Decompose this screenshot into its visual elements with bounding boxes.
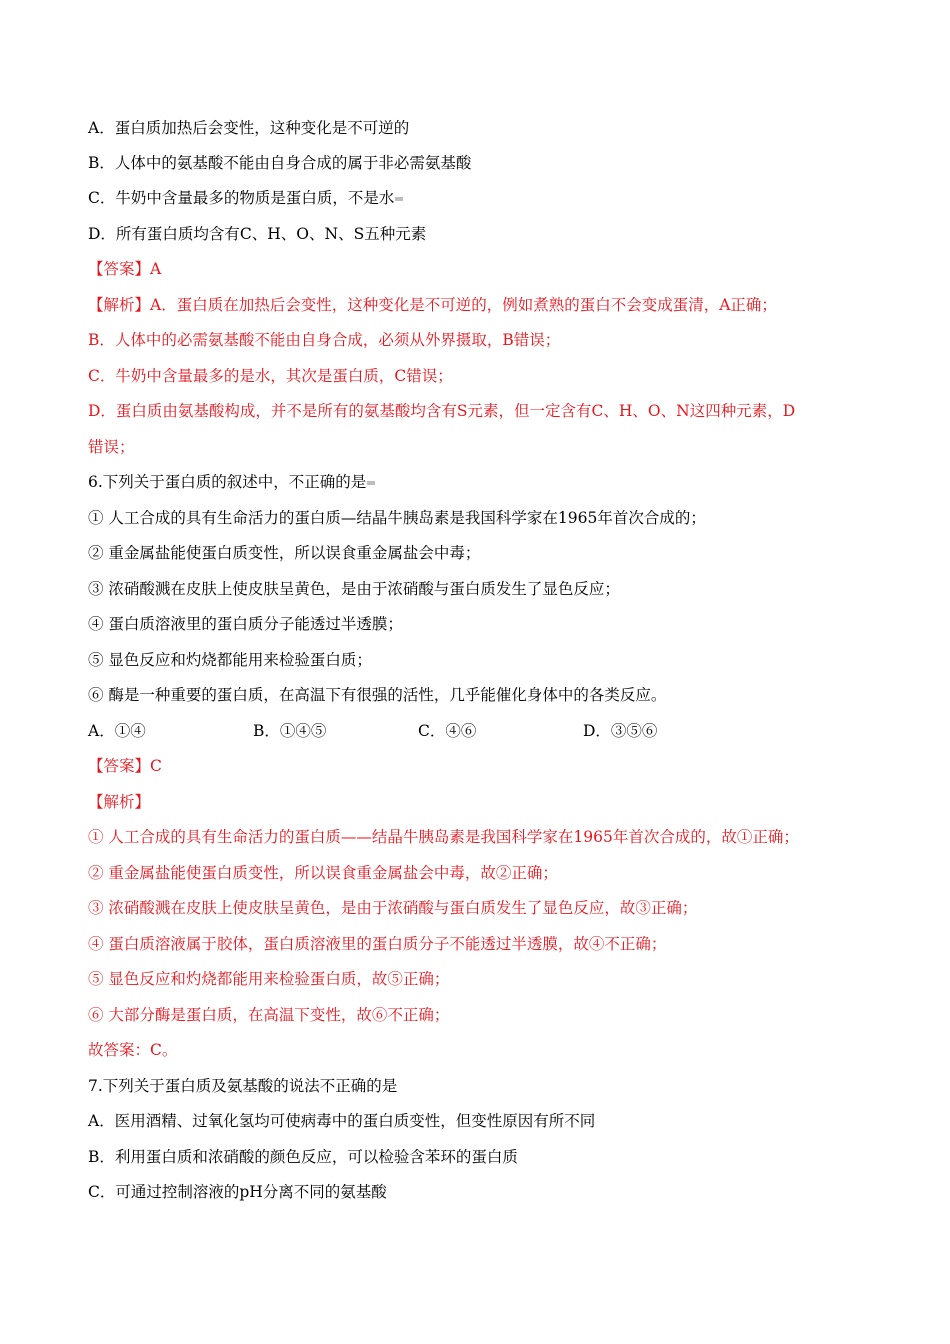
q6-statement: ③ 浓硝酸溅在皮肤上使皮肤呈黄色，是由于浓硝酸与蛋白质发生了显色反应； [88,580,620,598]
q5-analysis-line: D．蛋白质由氨基酸构成，并不是所有的氨基酸均含有S元素，但一定含有C、H、O、N这四种元素，D [88,402,796,420]
q6-statement: ① 人工合成的具有生命活力的蛋白质—结晶牛胰岛素是我国科学家在1965年首次合成的； [88,509,706,527]
q6-choice-b: B．①④⑤ [253,722,327,740]
q5-option-c: C．牛奶中含量最多的物质是蛋白质，不是水 [88,189,395,207]
q6-analysis-line: ② 重金属盐能使蛋白质变性，所以误食重金属盐会中毒，故②正确； [88,864,558,882]
q5-option-a: A．蛋白质加热后会变性，这种变化是不可逆的 [88,119,410,137]
q6-stem: 6.下列关于蛋白质的叙述中，不正确的是 [88,473,367,491]
q6-choice-a: A．①④ [88,722,146,740]
q5-analysis-line: C．牛奶中含量最多的是水，其次是蛋白质，C错误； [88,367,453,385]
q5-analysis-line: 【解析】A．蛋白质在加热后会变性，这种变化是不可逆的，例如煮熟的蛋白不会变成蛋清，A正确； [88,296,777,314]
watermark-mark [367,481,375,485]
q7-option-c: C．可通过控制溶液的pH分离不同的氨基酸 [88,1183,387,1201]
q6-statement: ② 重金属盐能使蛋白质变性，所以误食重金属盐会中毒； [88,544,481,562]
q5-analysis-line: 错误； [88,438,135,456]
q6-analysis-line: ③ 浓硝酸溅在皮肤上使皮肤呈黄色，是由于浓硝酸与蛋白质发生了显色反应，故③正确； [88,899,698,917]
q6-choice-d: D．③⑤⑥ [583,722,658,740]
q7-option-b: B．利用蛋白质和浓硝酸的颜色反应，可以检验含苯环的蛋白质 [88,1148,518,1166]
q6-choices [88,720,910,742]
q5-option-c-row [88,187,910,209]
q5-analysis-line: B．人体中的必需氨基酸不能由自身合成，必须从外界摄取，B错误； [88,331,561,349]
q6-analysis-line: ⑥ 大部分酶是蛋白质，在高温下变性，故⑥不正确； [88,1006,450,1024]
q6-statement: ⑥ 酶是一种重要的蛋白质，在高温下有很强的活性，几乎能催化身体中的各类反应。 [88,686,667,704]
q6-analysis-line: ④ 蛋白质溶液属于胶体，蛋白质溶液里的蛋白质分子不能透过半透膜，故④不正确； [88,935,667,953]
q7-option-a: A．医用酒精、过氧化氢均可使病毒中的蛋白质变性，但变性原因有所不同 [88,1112,596,1130]
q6-answer: 【答案】C [88,757,162,775]
q6-choice-c: C．④⑥ [418,722,477,740]
q6-analysis-line: ⑤ 显色反应和灼烧都能用来检验蛋白质，故⑤正确； [88,970,450,988]
q6-statement: ④ 蛋白质溶液里的蛋白质分子能透过半透膜； [88,615,403,633]
q6-analysis-title: 【解析】 [88,793,151,811]
q7-stem: 7.下列关于蛋白质及氨基酸的说法不正确的是 [88,1077,398,1095]
q6-analysis-line: ① 人工合成的具有生命活力的蛋白质——结晶牛胰岛素是我国科学家在1965年首次合成的，故①正确； [88,828,799,846]
q5-option-b: B．人体中的氨基酸不能由自身合成的属于非必需氨基酸 [88,154,472,172]
q6-conclusion: 故答案：C。 [88,1041,178,1059]
q6-statement: ⑤ 显色反应和灼烧都能用来检验蛋白质； [88,651,372,669]
watermark-mark [395,197,403,201]
q5-option-d: D．所有蛋白质均含有C、H、O、N、S五种元素 [88,225,427,243]
q6-stem-row [88,471,910,493]
q5-answer: 【答案】A [88,260,162,278]
